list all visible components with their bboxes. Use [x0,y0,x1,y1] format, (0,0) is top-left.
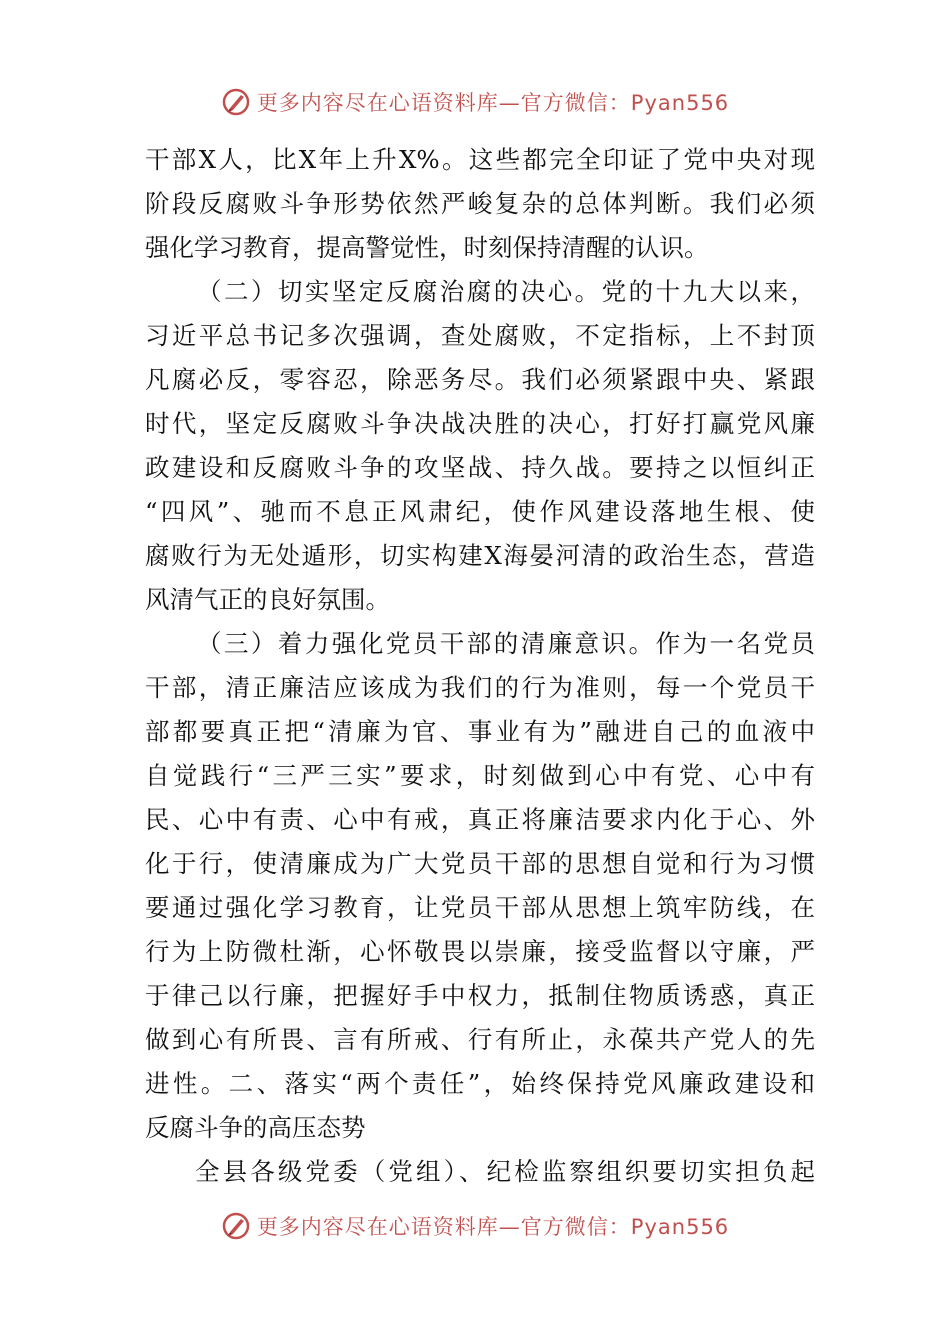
body-line: 做到心有所畏、言有所戒、行有所止，永葆共产党人的先 [145,1025,815,1054]
body-line: 全县各级党委（党组）、纪检监察组织要切实担负起 [195,1157,815,1186]
pen-circle-icon [221,87,251,117]
body-line: 要通过强化学习教育，让党员干部从思想上筑牢防线，在 [145,893,815,922]
document-body [145,138,815,1194]
pen-circle-icon [221,1211,251,1241]
body-line: “四风”、驰而不息正风肃纪，使作风建设落地生根、使 [145,497,815,526]
body-line: 进性。二、落实“两个责任”，始终保持党风廉政建设和 [145,1069,815,1098]
header-banner [0,82,950,122]
body-line: 部都要真正把“清廉为官、事业有为”融进自己的血液中 [145,717,815,746]
body-line: 自觉践行“三严三实”要求，时刻做到心中有党、心中有 [145,761,815,790]
footer-banner-text: 更多内容尽在心语资料库—官方微信：Pyan556 [256,1215,730,1239]
body-line: 民、心中有责、心中有戒，真正将廉洁要求内化于心、外 [145,805,815,834]
body-line: 强化学习教育，提高警觉性，时刻保持清醒的认识。 [145,233,709,262]
footer-banner [0,1206,950,1246]
body-line: （三）着力强化党员干部的清廉意识。作为一名党员 [197,629,815,658]
body-line: 风清气正的良好氛围。 [145,585,390,614]
body-line: 凡腐必反，零容忍，除恶务尽。我们必须紧跟中央、紧跟 [145,365,815,394]
header-banner-text: 更多内容尽在心语资料库—官方微信：Pyan556 [256,91,730,115]
body-line: 反腐斗争的高压态势 [145,1113,366,1142]
body-line: 政建设和反腐败斗争的攻坚战、持久战。要持之以恒纠正 [145,453,815,482]
body-line: 阶段反腐败斗争形势依然严峻复杂的总体判断。我们必须 [145,189,815,218]
body-line: 时代，坚定反腐败斗争决战决胜的决心，打好打赢党风廉 [145,409,815,438]
body-line: 化于行，使清廉成为广大党员干部的思想自觉和行为习惯 [145,849,815,878]
body-line: 行为上防微杜渐，心怀敬畏以崇廉，接受监督以守廉，严 [145,937,815,966]
body-line: 腐败行为无处遁形，切实构建X海晏河清的政治生态，营造 [145,541,815,570]
body-line: 干部X人，比X年上升X%。这些都完全印证了党中央对现 [145,145,815,174]
body-line: 习近平总书记多次强调，查处腐败，不定指标，上不封顶 [145,321,815,350]
body-line: （二）切实坚定反腐治腐的决心。党的十九大以来， [197,277,815,306]
body-line: 于律己以行廉，把握好手中权力，抵制住物质诱惑，真正 [145,981,815,1010]
body-line: 干部，清正廉洁应该成为我们的行为准则，每一个党员干 [145,673,815,702]
